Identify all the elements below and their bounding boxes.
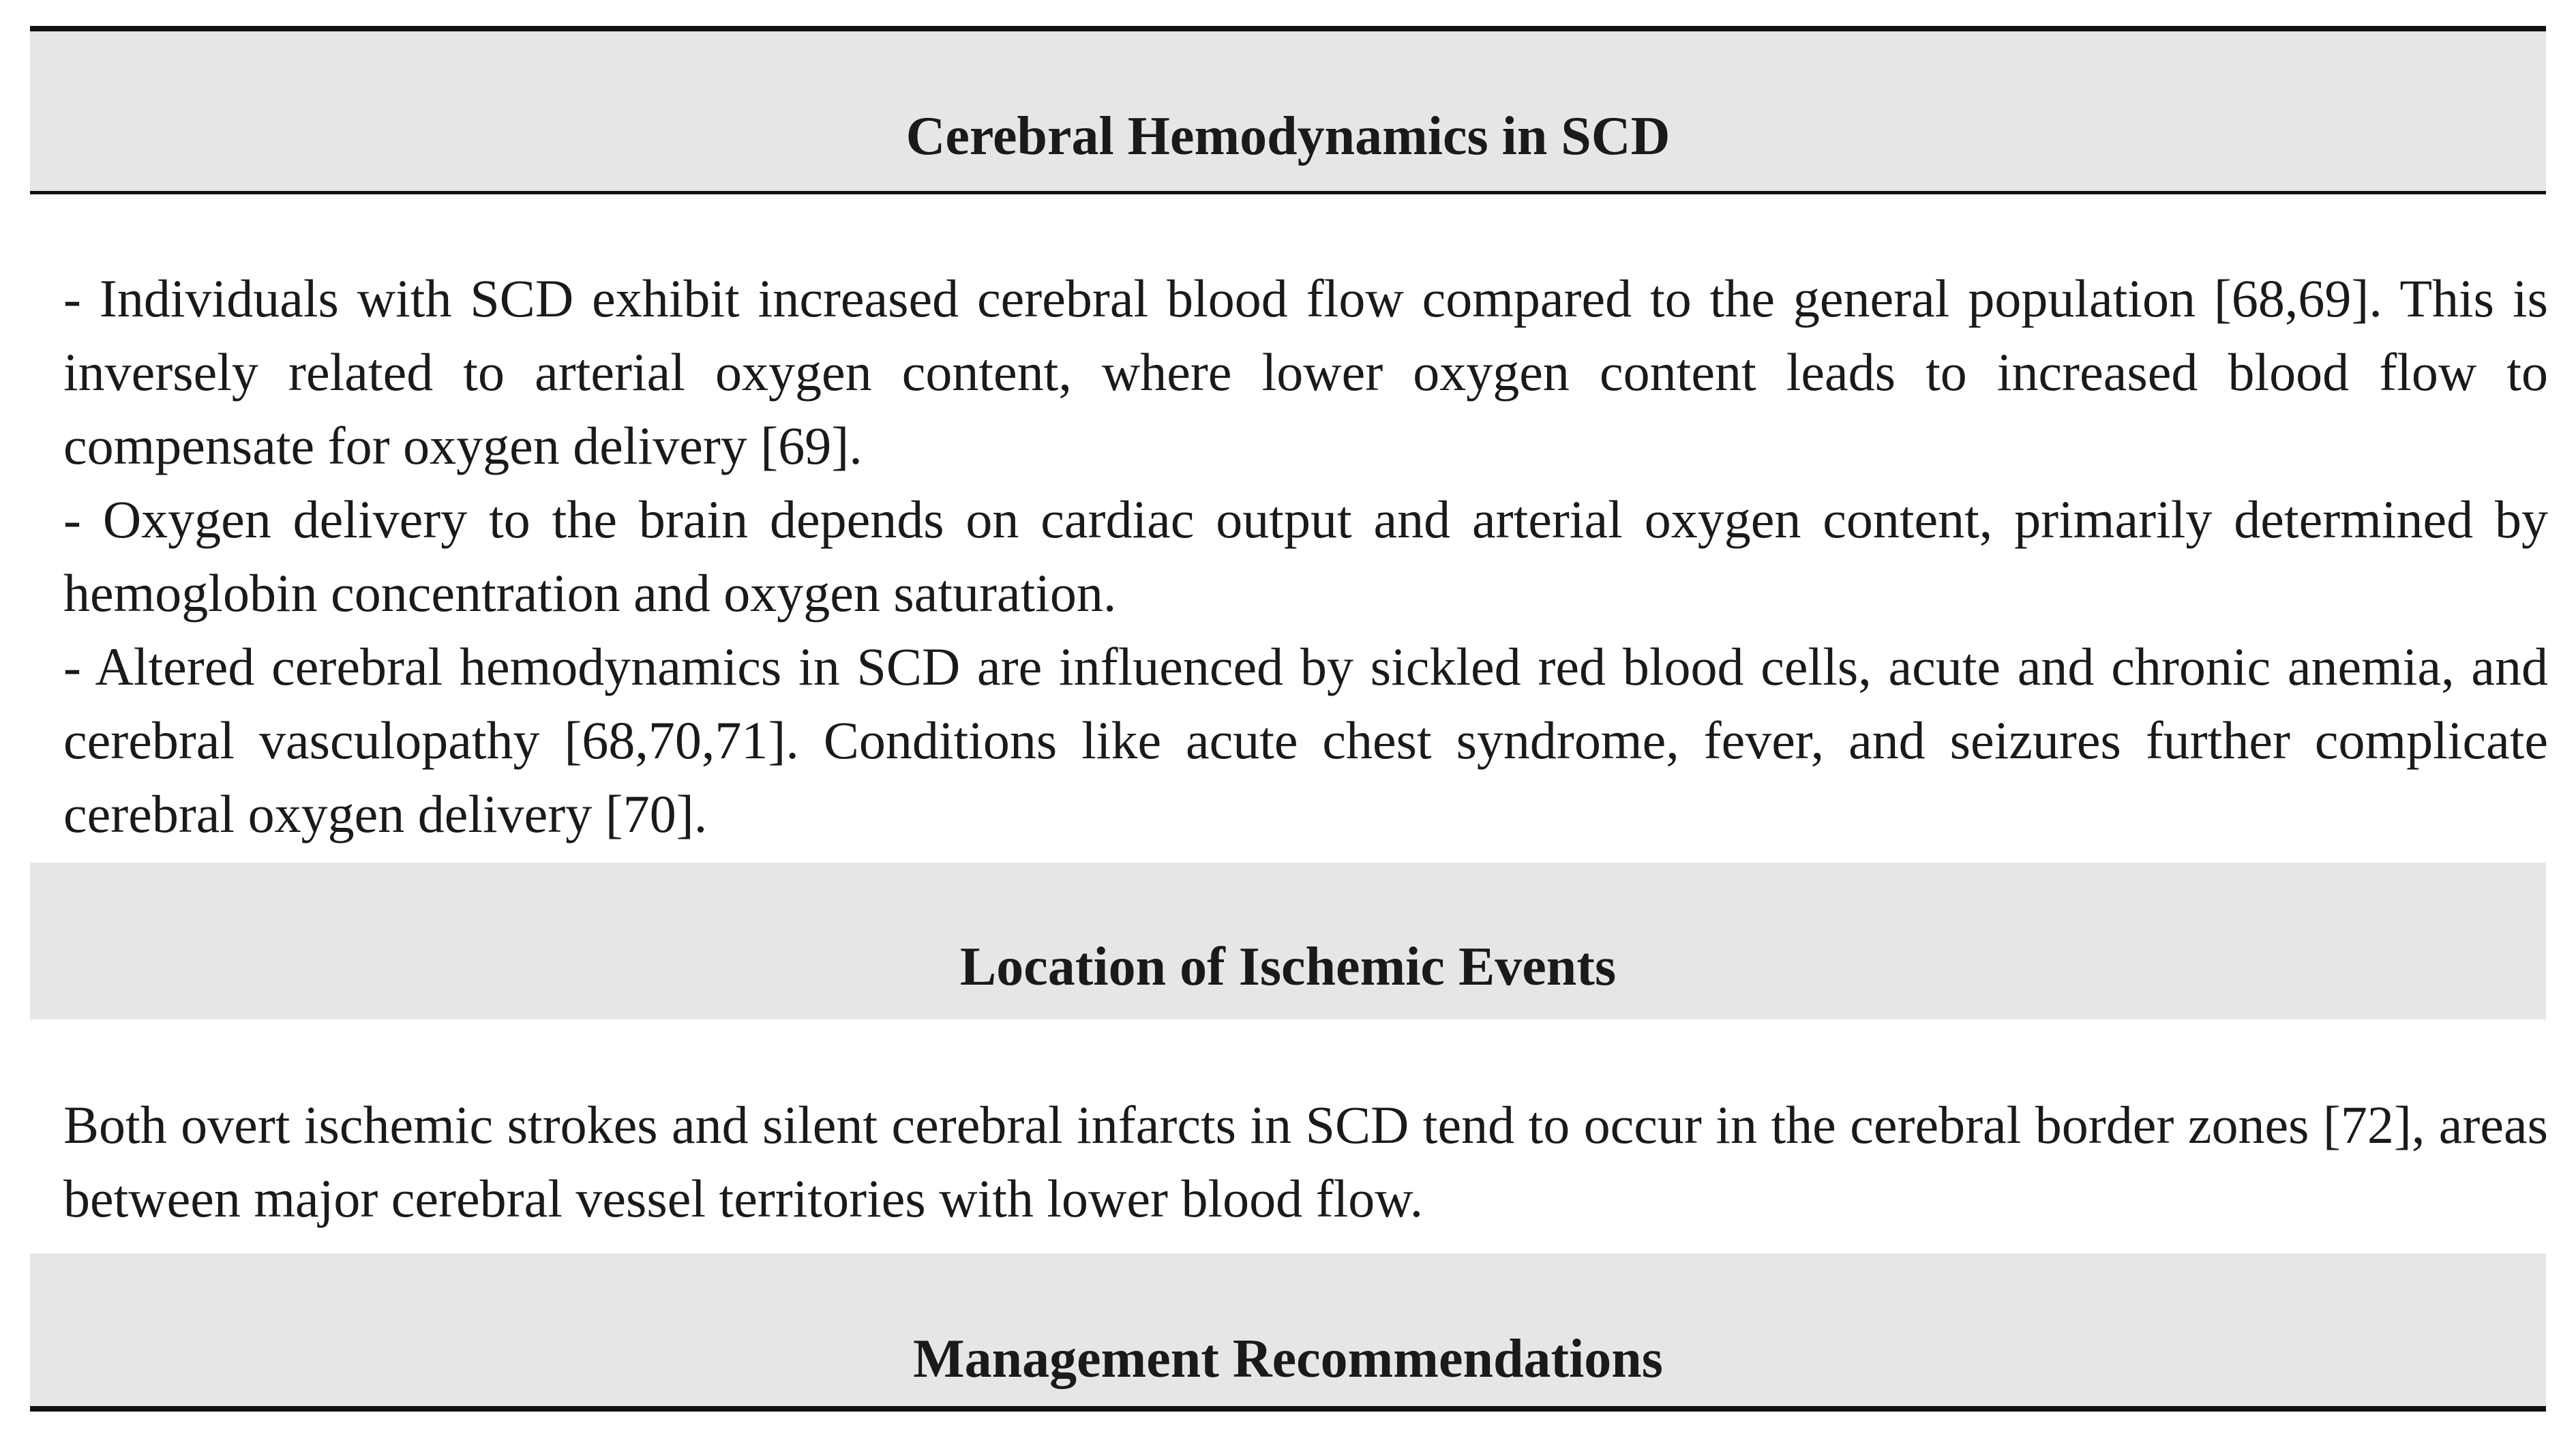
bullet-paragraph: - Individuals with SCD exhibit increased cerebral blood flow compared to the general population [68,69]. This is inversely related to arterial oxygen content, where lower oxygen content leads to increased blood flow to compensate for oxygen delivery [69]. <box>63 269 2548 475</box>
table-top-rule <box>30 26 2546 31</box>
section-body-cerebral-hemodynamics <box>63 262 2548 851</box>
section-heading-management: Management Recommendations <box>913 1329 1663 1389</box>
bullet-paragraph: - Altered cerebral hemodynamics in SCD are influenced by sickled red blood cells, acute and chronic anemia, and cerebral vasculopathy [68,70,71]. Conditions like acute chest syndrome, fever, and seizures further complicate cerebral oxygen delivery [70]. <box>63 637 2548 844</box>
section-heading-ischemic-events: Location of Ischemic Events <box>959 937 1617 997</box>
table-bottom-rule <box>30 1406 2546 1412</box>
section-heading-cerebral-hemodynamics: Cerebral Hemodynamics in SCD <box>905 106 1671 166</box>
section-body-ischemic-events <box>63 1088 2548 1236</box>
bullet-paragraph: - Oxygen delivery to the brain depends on cardiac output and arterial oxygen content, primarily determined by hemoglobin concentration and oxygen saturation. <box>63 490 2548 623</box>
summary-table <box>30 0 2546 1447</box>
body-paragraph: Both overt ischemic strokes and silent cerebral infarcts in SCD tend to occur in the cerebral border zones [72], areas between major cerebral vessel territories with lower blood flow. <box>63 1095 2548 1228</box>
header-bottom-rule <box>30 191 2546 194</box>
